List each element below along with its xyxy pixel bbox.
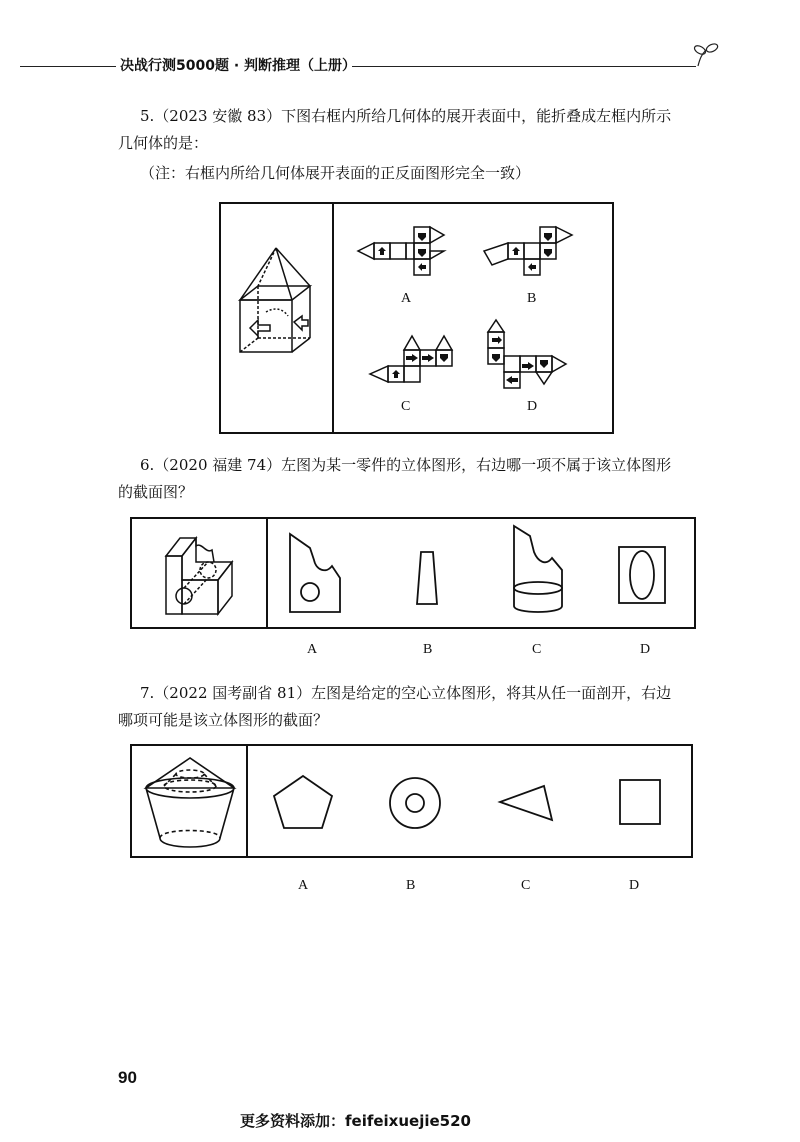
q5-text-line1: 5.（2023 安徽 83）下图右框内所给几何体的展开表面中，能折叠成左框内所示 — [140, 107, 672, 125]
q7-option-a-section — [268, 772, 338, 834]
header-rule-left — [20, 66, 116, 67]
q5-option-c-net — [360, 328, 470, 398]
q5-option-d-label[interactable]: D — [527, 399, 538, 414]
q5-option-c-label[interactable]: C — [401, 399, 411, 414]
q6-option-c-label[interactable]: C — [532, 642, 542, 657]
q6-reference-part — [158, 526, 248, 621]
q7-option-c-label[interactable]: C — [521, 878, 531, 893]
q6-option-b-label[interactable]: B — [423, 642, 433, 657]
q7-option-a-label[interactable]: A — [298, 878, 309, 893]
q7-figure-divider — [246, 744, 248, 858]
q5-option-a-label[interactable]: A — [401, 291, 412, 306]
page-number: 90 — [118, 1068, 137, 1087]
q7-option-c-section — [496, 778, 560, 824]
q7-text-line1: 7.（2022 国考副省 81）左图是给定的空心立体图形，将其从任一面剖开，右边 — [140, 684, 672, 702]
q7-option-d-label[interactable]: D — [629, 878, 640, 893]
footer-promo-text: 更多资料添加：feifeixuejie520 — [240, 1112, 471, 1130]
q7-option-b-section — [386, 774, 444, 832]
q6-option-a-section — [286, 530, 346, 615]
q7-text-line2: 哪项可能是该立体图形的截面？ — [118, 711, 329, 729]
q7-option-b-label[interactable]: B — [406, 878, 416, 893]
q5-option-b-label[interactable]: B — [527, 291, 537, 306]
q6-option-a-label[interactable]: A — [307, 642, 318, 657]
q5-figure-divider — [332, 202, 334, 434]
q7-option-d-section — [616, 776, 664, 828]
q5-note: （注：右框内所给几何体展开表面的正反面图形完全一致） — [140, 164, 531, 182]
q6-option-c-section — [508, 522, 568, 617]
q5-reference-solid — [232, 240, 327, 370]
q6-option-b-section — [412, 548, 442, 608]
q6-figure-divider — [266, 517, 268, 629]
header-rule-right — [352, 66, 696, 67]
q6-text-line2: 的截面图？ — [118, 483, 194, 501]
q5-option-b-net — [478, 215, 578, 290]
q5-option-d-net — [484, 318, 584, 398]
sprout-icon — [686, 38, 722, 74]
q6-text-line1: 6.（2020 福建 74）左图为某一零件的立体图形，右边哪一项不属于该立体图形 — [140, 456, 672, 474]
q7-reference-hollow-solid — [138, 752, 242, 852]
q6-option-d-label[interactable]: D — [640, 642, 651, 657]
q5-text-line2: 几何体的是： — [118, 134, 209, 152]
running-header: 决战行测5000题 · 判断推理（上册） — [116, 55, 360, 75]
q5-option-a-net — [356, 215, 456, 290]
q6-option-d-section — [616, 544, 668, 606]
